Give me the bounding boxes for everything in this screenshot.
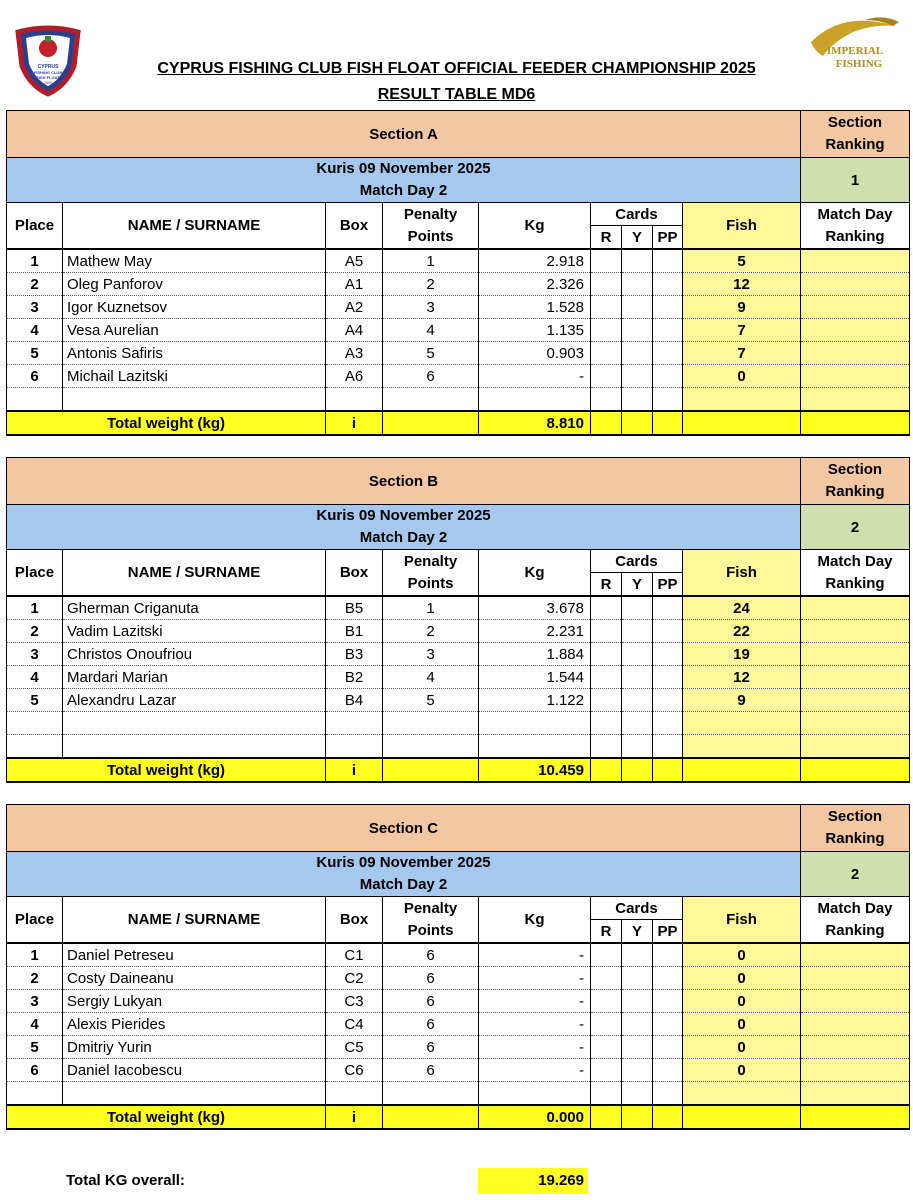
match-venue: Kuris 09 November 2025 (316, 854, 491, 871)
row-box: B2 (326, 666, 383, 689)
row-name: Mathew May (63, 249, 326, 273)
row-penalty: 2 (383, 273, 479, 296)
row-name: Alexandru Lazar (63, 689, 326, 712)
row-card-y (622, 1013, 653, 1036)
table-row (7, 967, 910, 990)
row-fish: 0 (683, 943, 801, 967)
row-md-ranking (801, 319, 910, 342)
row-penalty: 6 (383, 967, 479, 990)
row-md-ranking (801, 666, 910, 689)
section-title: Section B (7, 458, 801, 505)
row-card-pp (653, 365, 683, 388)
row-place: 4 (7, 1013, 63, 1036)
row-place: 5 (7, 1036, 63, 1059)
row-fish: 22 (683, 620, 801, 643)
row-box: C1 (326, 943, 383, 967)
row-place: 4 (7, 319, 63, 342)
col-kg: Kg (479, 203, 591, 250)
row-penalty: 5 (383, 689, 479, 712)
row-card-y (622, 689, 653, 712)
row-card-y (622, 342, 653, 365)
row-place: 1 (7, 249, 63, 273)
table-row (7, 943, 910, 967)
row-kg: 0.903 (479, 342, 591, 365)
row-box: A6 (326, 365, 383, 388)
table-row (7, 273, 910, 296)
row-box: B4 (326, 689, 383, 712)
row-card-pp (653, 943, 683, 967)
row-card-pp (653, 319, 683, 342)
row-penalty: 6 (383, 943, 479, 967)
row-kg: 1.122 (479, 689, 591, 712)
total-row (7, 758, 910, 782)
table-row (7, 990, 910, 1013)
section-table (6, 457, 910, 783)
row-name: Christos Onoufriou (63, 643, 326, 666)
match-info (7, 505, 801, 550)
row-penalty: 4 (383, 319, 479, 342)
page-subtitle: RESULT TABLE MD6 (377, 86, 536, 103)
table-row (7, 596, 910, 620)
row-card-r (591, 967, 622, 990)
row-md-ranking (801, 990, 910, 1013)
logo-word-imperial: IMPERIAL (826, 45, 884, 57)
total-kg: 10.459 (479, 758, 591, 782)
col-name: NAME / SURNAME (63, 203, 326, 250)
empty-row (7, 1082, 910, 1106)
row-card-r (591, 689, 622, 712)
row-card-y (622, 967, 653, 990)
col-card-pp: PP (653, 920, 683, 944)
row-card-y (622, 943, 653, 967)
col-card-r: R (591, 226, 622, 250)
row-name: Sergiy Lukyan (63, 990, 326, 1013)
row-fish: 5 (683, 249, 801, 273)
row-penalty: 2 (383, 620, 479, 643)
col-kg: Kg (479, 550, 591, 597)
row-penalty: 1 (383, 596, 479, 620)
page-header (0, 0, 913, 108)
row-kg: 1.528 (479, 296, 591, 319)
row-place: 2 (7, 967, 63, 990)
row-penalty: 4 (383, 666, 479, 689)
row-box: B5 (326, 596, 383, 620)
table-row (7, 249, 910, 273)
row-card-pp (653, 689, 683, 712)
total-row (7, 411, 910, 435)
row-name: Mardari Marian (63, 666, 326, 689)
row-kg: - (479, 1013, 591, 1036)
row-box: C5 (326, 1036, 383, 1059)
overall-total-label: Total KG overall: (66, 1172, 185, 1189)
table-row (7, 342, 910, 365)
section-ranking-header: Section Ranking (801, 805, 910, 852)
col-place: Place (7, 550, 63, 597)
row-card-pp (653, 643, 683, 666)
col-card-pp: PP (653, 573, 683, 597)
col-cards: Cards (591, 203, 683, 226)
row-md-ranking (801, 365, 910, 388)
row-md-ranking (801, 689, 910, 712)
row-box: B3 (326, 643, 383, 666)
row-md-ranking (801, 620, 910, 643)
row-card-r (591, 943, 622, 967)
club-logo-text-1: CYPRUS (37, 64, 59, 70)
col-md-ranking: Match Day Ranking (801, 897, 910, 944)
table-row (7, 1036, 910, 1059)
row-md-ranking (801, 596, 910, 620)
row-card-r (591, 620, 622, 643)
col-place: Place (7, 203, 63, 250)
row-fish: 0 (683, 1013, 801, 1036)
section-table (6, 804, 910, 1130)
row-fish: 24 (683, 596, 801, 620)
row-kg: 1.544 (479, 666, 591, 689)
row-md-ranking (801, 249, 910, 273)
table-row (7, 365, 910, 388)
row-card-y (622, 1036, 653, 1059)
row-card-pp (653, 596, 683, 620)
row-kg: - (479, 1059, 591, 1082)
row-md-ranking (801, 967, 910, 990)
total-row (7, 1105, 910, 1129)
row-card-pp (653, 990, 683, 1013)
empty-row (7, 712, 910, 735)
row-fish: 9 (683, 689, 801, 712)
row-card-r (591, 319, 622, 342)
section-ranking-value: 2 (801, 852, 910, 897)
row-place: 6 (7, 1059, 63, 1082)
row-box: C4 (326, 1013, 383, 1036)
match-day: Match Day 2 (359, 182, 448, 199)
row-card-pp (653, 273, 683, 296)
row-box: A5 (326, 249, 383, 273)
row-name: Daniel Iacobescu (63, 1059, 326, 1082)
section-title: Section A (7, 111, 801, 158)
section-title: Section C (7, 805, 801, 852)
row-md-ranking (801, 1059, 910, 1082)
col-cards: Cards (591, 897, 683, 920)
row-card-r (591, 249, 622, 273)
row-box: A3 (326, 342, 383, 365)
col-card-pp: PP (653, 226, 683, 250)
row-fish: 0 (683, 365, 801, 388)
row-kg: 1.135 (479, 319, 591, 342)
row-penalty: 3 (383, 296, 479, 319)
row-penalty: 6 (383, 365, 479, 388)
row-name: Vadim Lazitski (63, 620, 326, 643)
overall-total-value: 19.269 (478, 1168, 588, 1194)
table-row (7, 620, 910, 643)
row-name: Alexis Pierides (63, 1013, 326, 1036)
row-box: C2 (326, 967, 383, 990)
row-name: Daniel Petreseu (63, 943, 326, 967)
row-md-ranking (801, 296, 910, 319)
row-fish: 0 (683, 1059, 801, 1082)
row-card-y (622, 249, 653, 273)
total-label: Total weight (kg) (7, 758, 326, 782)
row-card-r (591, 643, 622, 666)
section-ranking-value: 2 (801, 505, 910, 550)
row-place: 2 (7, 620, 63, 643)
col-name: NAME / SURNAME (63, 897, 326, 944)
row-fish: 12 (683, 666, 801, 689)
row-penalty: 1 (383, 249, 479, 273)
row-kg: - (479, 365, 591, 388)
row-name: Michail Lazitski (63, 365, 326, 388)
row-card-y (622, 319, 653, 342)
row-kg: 3.678 (479, 596, 591, 620)
match-info (7, 852, 801, 897)
row-card-y (622, 296, 653, 319)
row-place: 5 (7, 689, 63, 712)
row-kg: 2.231 (479, 620, 591, 643)
row-card-pp (653, 620, 683, 643)
row-card-r (591, 990, 622, 1013)
page-title: CYPRUS FISHING CLUB FISH FLOAT OFFICIAL FEEDER CHAMPIONSHIP 2025 (157, 60, 756, 77)
row-box: C6 (326, 1059, 383, 1082)
row-card-y (622, 596, 653, 620)
table-row (7, 643, 910, 666)
row-card-r (591, 296, 622, 319)
row-place: 5 (7, 342, 63, 365)
row-place: 3 (7, 296, 63, 319)
row-name: Antonis Safiris (63, 342, 326, 365)
col-cards: Cards (591, 550, 683, 573)
col-penalty: Penalty Points (383, 897, 479, 944)
row-name: Oleg Panforov (63, 273, 326, 296)
row-md-ranking (801, 1036, 910, 1059)
row-place: 2 (7, 273, 63, 296)
row-penalty: 6 (383, 1036, 479, 1059)
col-fish: Fish (683, 550, 801, 597)
row-kg: - (479, 943, 591, 967)
total-kg: 8.810 (479, 411, 591, 435)
row-card-pp (653, 1013, 683, 1036)
row-md-ranking (801, 943, 910, 967)
row-card-y (622, 273, 653, 296)
row-fish: 0 (683, 990, 801, 1013)
row-card-r (591, 1013, 622, 1036)
row-card-pp (653, 666, 683, 689)
row-card-pp (653, 1036, 683, 1059)
col-box: Box (326, 203, 383, 250)
col-card-r: R (591, 573, 622, 597)
row-place: 1 (7, 596, 63, 620)
row-name: Gherman Criganuta (63, 596, 326, 620)
row-md-ranking (801, 1013, 910, 1036)
row-kg: 1.884 (479, 643, 591, 666)
col-card-y: Y (622, 920, 653, 944)
row-md-ranking (801, 273, 910, 296)
row-card-r (591, 342, 622, 365)
col-md-ranking: Match Day Ranking (801, 203, 910, 250)
row-penalty: 6 (383, 990, 479, 1013)
row-box: A2 (326, 296, 383, 319)
col-box: Box (326, 897, 383, 944)
table-row (7, 296, 910, 319)
row-box: C3 (326, 990, 383, 1013)
row-md-ranking (801, 643, 910, 666)
col-name: NAME / SURNAME (63, 550, 326, 597)
row-name: Vesa Aurelian (63, 319, 326, 342)
row-card-y (622, 1059, 653, 1082)
row-card-r (591, 273, 622, 296)
club-logo-text-4: 2009 (44, 81, 52, 85)
section-ranking-value: 1 (801, 158, 910, 203)
match-day: Match Day 2 (359, 529, 448, 546)
total-label: Total weight (kg) (7, 1105, 326, 1129)
row-card-pp (653, 1059, 683, 1082)
row-box: A4 (326, 319, 383, 342)
section-ranking-header: Section Ranking (801, 111, 910, 158)
row-fish: 7 (683, 319, 801, 342)
table-row (7, 1059, 910, 1082)
row-place: 6 (7, 365, 63, 388)
row-penalty: 6 (383, 1059, 479, 1082)
row-card-y (622, 620, 653, 643)
col-card-r: R (591, 920, 622, 944)
table-row (7, 666, 910, 689)
club-logo-text-3: FISH FLOAT (36, 75, 60, 80)
row-box: B1 (326, 620, 383, 643)
table-row (7, 319, 910, 342)
col-md-ranking: Match Day Ranking (801, 550, 910, 597)
logo-word-fishing: FISHING (835, 58, 883, 70)
row-card-pp (653, 249, 683, 273)
row-card-pp (653, 296, 683, 319)
row-name: Dmitriy Yurin (63, 1036, 326, 1059)
match-venue: Kuris 09 November 2025 (316, 160, 491, 177)
row-fish: 0 (683, 1036, 801, 1059)
total-kg: 0.000 (479, 1105, 591, 1129)
match-day: Match Day 2 (359, 876, 448, 893)
section-ranking-header: Section Ranking (801, 458, 910, 505)
row-fish: 7 (683, 342, 801, 365)
row-card-y (622, 990, 653, 1013)
col-card-y: Y (622, 573, 653, 597)
total-label: Total weight (kg) (7, 411, 326, 435)
imperial-fishing-logo (803, 12, 903, 76)
row-card-pp (653, 342, 683, 365)
row-place: 3 (7, 643, 63, 666)
row-kg: 2.918 (479, 249, 591, 273)
table-row (7, 1013, 910, 1036)
row-md-ranking (801, 342, 910, 365)
col-place: Place (7, 897, 63, 944)
row-card-r (591, 1059, 622, 1082)
empty-row (7, 735, 910, 759)
row-card-y (622, 643, 653, 666)
club-logo-text-2: FISHING CLUB (33, 70, 63, 75)
row-name: Igor Kuznetsov (63, 296, 326, 319)
row-card-r (591, 365, 622, 388)
row-penalty: 5 (383, 342, 479, 365)
row-card-r (591, 1036, 622, 1059)
row-card-y (622, 666, 653, 689)
row-box: A1 (326, 273, 383, 296)
row-kg: - (479, 1036, 591, 1059)
row-fish: 9 (683, 296, 801, 319)
col-box: Box (326, 550, 383, 597)
table-row (7, 689, 910, 712)
total-marker: i (326, 1105, 383, 1129)
col-penalty: Penalty Points (383, 550, 479, 597)
row-card-r (591, 596, 622, 620)
row-place: 3 (7, 990, 63, 1013)
row-fish: 0 (683, 967, 801, 990)
empty-row (7, 388, 910, 412)
row-place: 4 (7, 666, 63, 689)
col-penalty: Penalty Points (383, 203, 479, 250)
match-info (7, 158, 801, 203)
total-marker: i (326, 758, 383, 782)
section-table (6, 110, 910, 436)
row-card-pp (653, 967, 683, 990)
row-fish: 19 (683, 643, 801, 666)
row-place: 1 (7, 943, 63, 967)
row-card-r (591, 666, 622, 689)
row-name: Costy Daineanu (63, 967, 326, 990)
row-kg: - (479, 967, 591, 990)
match-venue: Kuris 09 November 2025 (316, 507, 491, 524)
row-penalty: 6 (383, 1013, 479, 1036)
row-kg: - (479, 990, 591, 1013)
row-card-y (622, 365, 653, 388)
row-fish: 12 (683, 273, 801, 296)
row-penalty: 3 (383, 643, 479, 666)
col-kg: Kg (479, 897, 591, 944)
row-kg: 2.326 (479, 273, 591, 296)
col-card-y: Y (622, 226, 653, 250)
col-fish: Fish (683, 203, 801, 250)
col-fish: Fish (683, 897, 801, 944)
total-marker: i (326, 411, 383, 435)
